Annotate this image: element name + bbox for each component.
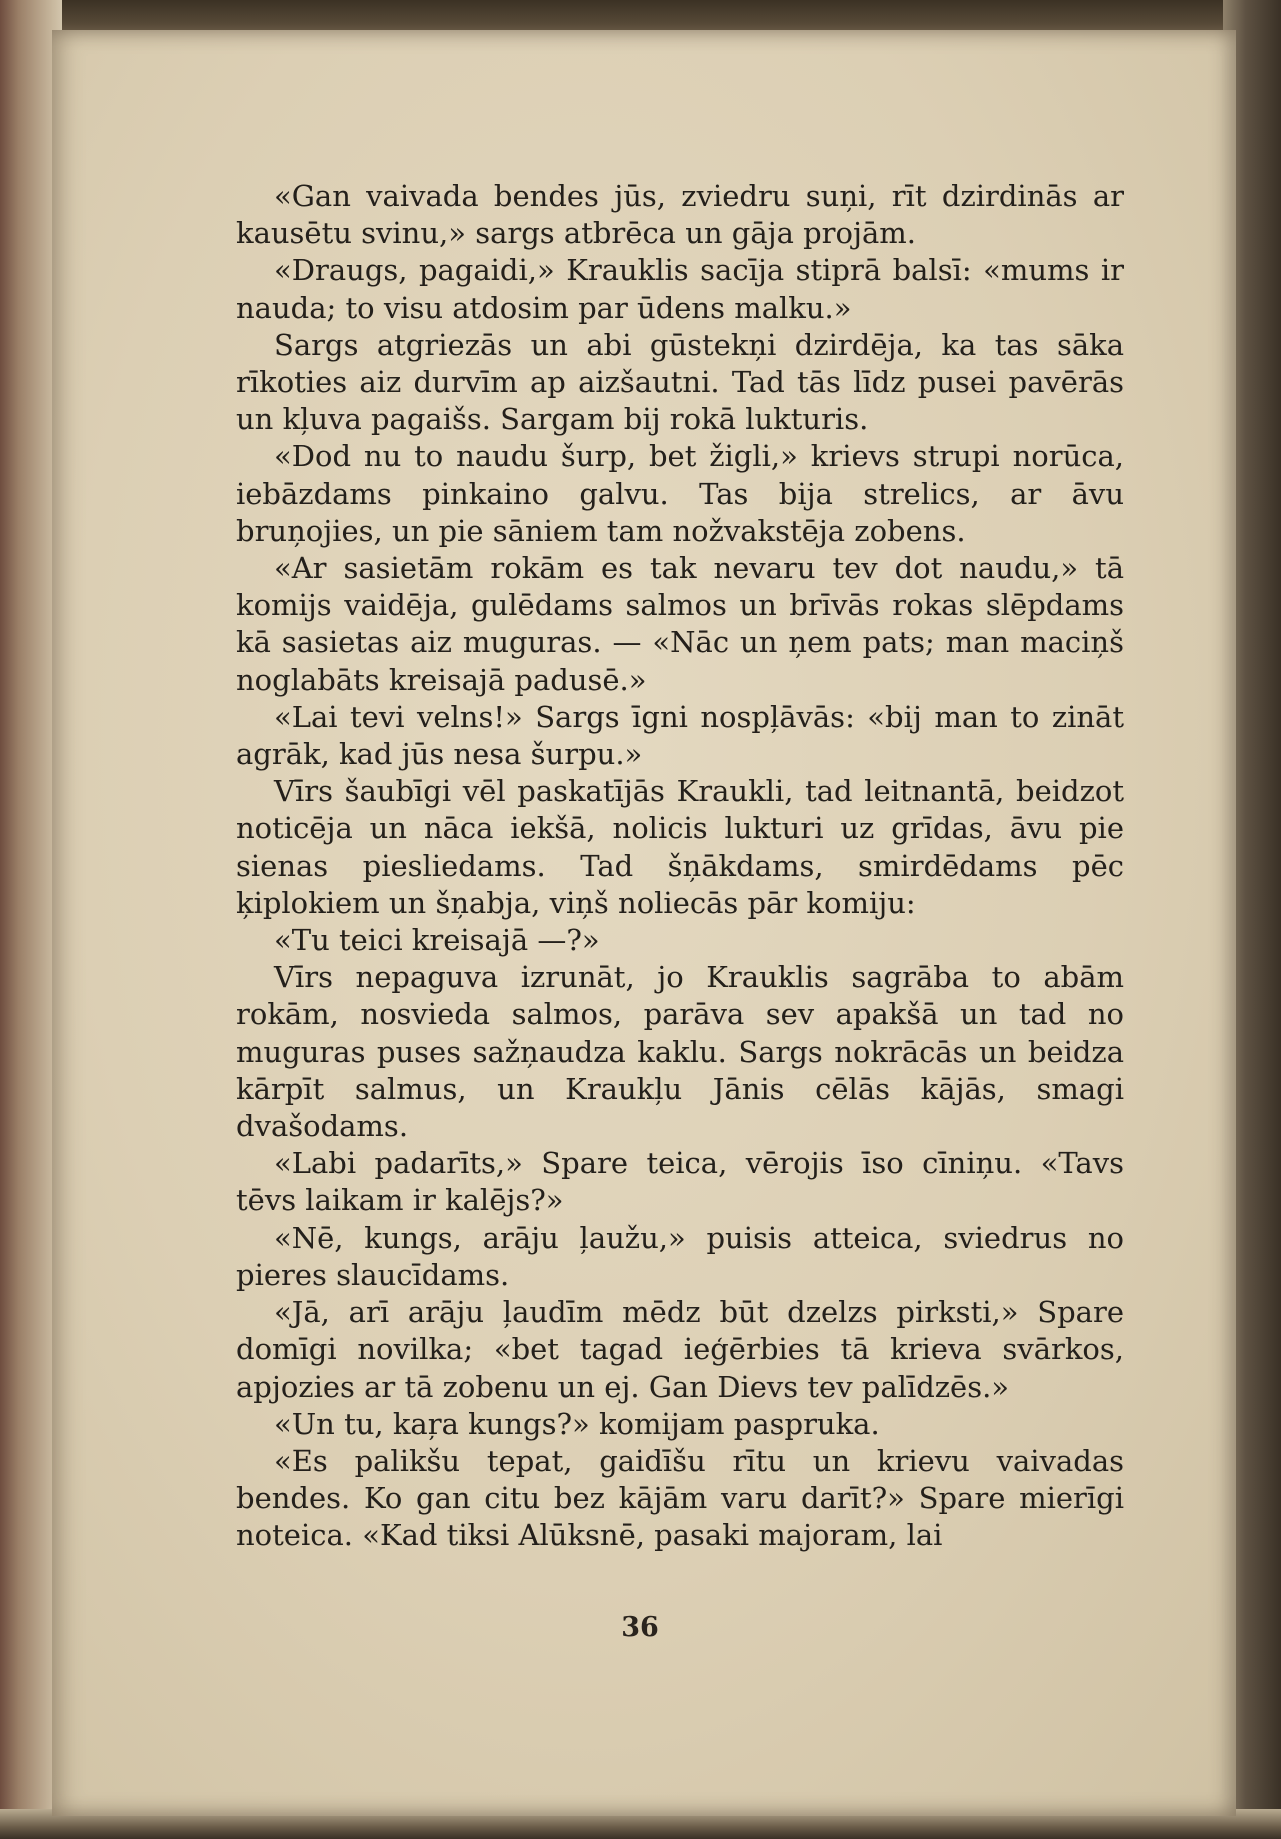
paragraph: «Gan vaivada bendes jūs, zviedru suņi, rīt dzirdinās ar kausētu svinu,» sargs atbrēca un gāja projām. (236, 179, 1124, 251)
page-body-text (236, 178, 1124, 1555)
paragraph: «Un tu, kaŗa kungs?» komijam paspruka. (274, 1406, 880, 1441)
paragraph: Vīrs šaubīgi vēl paskatījās Kraukli, tad leitnantā, beidzot noticēja un nāca iekšā, nolicis lukturi uz grīdas, āvu pie sienas piesliedams. Tad šņākdams, smirdēdams pēc ķiplokiem un šņabja, viņš noliecās pār komiju: (236, 774, 1124, 920)
paragraph: «Nē, kungs, arāju ļaužu,» puisis atteica, sviedrus no pieres slaucīdams. (236, 1220, 1124, 1292)
paragraph: «Draugs, pagaidi,» Krauklis sacīja stiprā balsī: «mums ir nauda; to visu atdosim par ūdens malku.» (236, 253, 1124, 325)
paragraph: «Ar sasietām rokām es tak nevaru tev dot naudu,» tā komijs vaidēja, gulēdams salmos un brīvās rokas slēpdams kā sasietas aiz muguras. — «Nāc un ņem pats; man maciņš noglabāts kreisajā padusē.» (236, 551, 1124, 697)
paragraph: Vīrs nepaguva izrunāt, jo Krauklis sagrāba to abām rokām, nosvieda salmos, parāva sev apakšā un tad no muguras puses sažņaudza kaklu. Sargs nokrācās un beidza kārpīt salmus, un Kraukļu Jānis cēlās kājās, smagi dvašodams. (236, 960, 1124, 1144)
page-number: 36 (621, 1612, 659, 1643)
paragraph: «Tu teici kreisajā —?» (274, 923, 600, 958)
paragraph: «Lai tevi velns!» Sargs īgni nospļāvās: «bij man to zināt agrāk, kad jūs nesa šurpu.» (236, 699, 1124, 772)
paragraph: «Labi padarīts,» Spare teica, vērojis īso cīniņu. «Tavs tēvs laikam ir kalējs?» (236, 1146, 1124, 1218)
paragraph: «Dod nu to naudu šurp, bet žigli,» krievs strupi norūca, iebāzdams pinkaino galvu. Tas bija strelics, ar āvu bruņojies, un pie sāniem tam nožvakstēja zobens. (236, 439, 1124, 548)
paragraph: «Jā, arī arāju ļaudīm mēdz būt dzelzs pirksti,» Spare domīgi novilka; «bet tagad ieģērbies tā krieva svārkos, apjozies ar tā zobenu un ej. Gan Dievs tev palīdzēs.» (236, 1295, 1124, 1404)
paragraph: «Es palikšu tepat, gaidīšu rītu un krievu vaivadas bendes. Ko gan citu bez kājām varu darīt?» Spare mierīgi noteica. «Kad tiksi Alūksnē, pasaki majoram, lai (236, 1443, 1124, 1553)
paragraph: Sargs atgriezās un abi gūstekņi dzirdēja, ka tas sāka rīkoties aiz durvīm ap aizšautni. Tad tās līdz pusei pavērās un kļuva pagaišs. Sargam bij rokā lukturis. (236, 327, 1124, 437)
